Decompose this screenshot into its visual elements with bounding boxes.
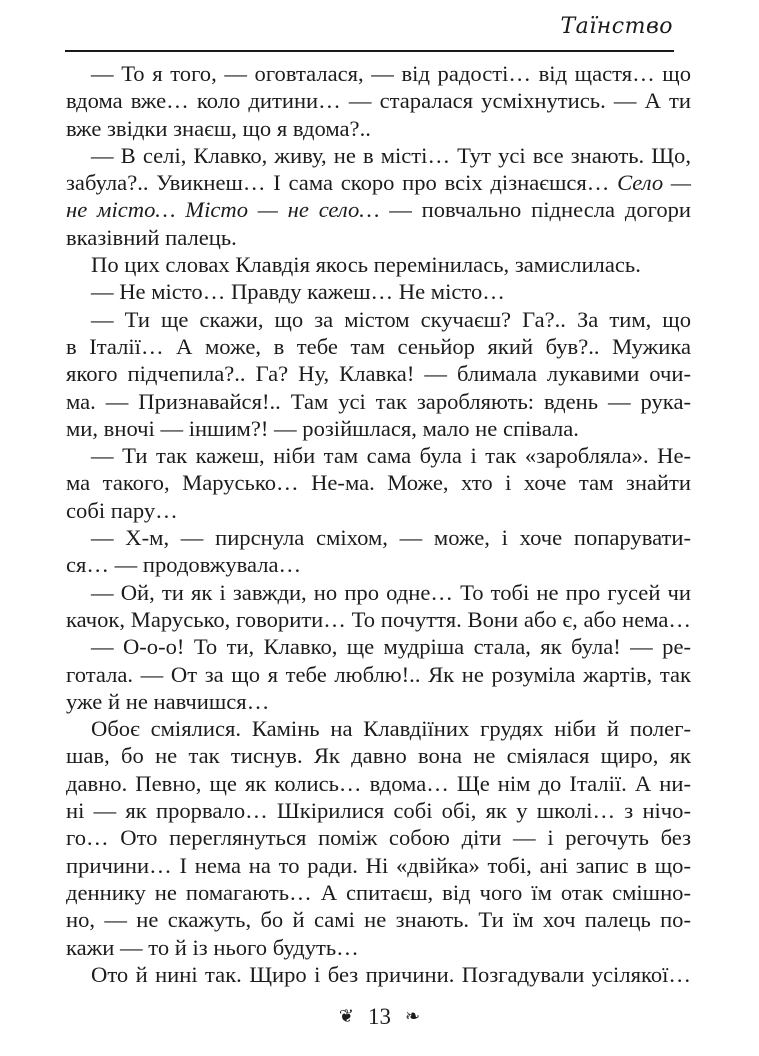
text-line	[66, 196, 691, 223]
text-line: причини… І нема на то ради. Ні «двійка» тобі, ані запис в що-	[66, 852, 691, 878]
header-rule	[65, 50, 674, 52]
text-line: вказівний палець.	[66, 224, 237, 250]
text-line: — Не місто… Правду кажеш… Не місто…	[91, 279, 505, 305]
text-line: в Італії… А може, в тебе там сеньйор який був?.. Мужика	[66, 333, 691, 359]
running-head-title: Таїнство	[560, 14, 673, 39]
text-line: — О-о-о! То ти, Клавко, ще мудріша стала, як була! — ре-	[91, 634, 691, 660]
text-line: якого підчепила?.. Га? Ну, Клавка! — блимала лукавими очи-	[66, 361, 691, 387]
text-span: — повчально піднесла догори	[379, 197, 692, 223]
text-line: ма. — Признавайся!.. Там усі так заробляють: вдень — рука-	[66, 388, 691, 414]
ornament-right-icon: ❧	[405, 1006, 421, 1026]
text-line: шав, бо не так тиснув. Як давно вона не сміялася щиро, як	[66, 743, 691, 769]
text-line: но, — не скажуть, бо й самі не знають. Ти їм хоч палець по-	[66, 907, 691, 933]
text-line: собі пару…	[66, 497, 178, 523]
text-line: ма такого, Марусько… Не-ма. Може, хто і хоче там знайти	[66, 470, 691, 496]
text-line: — Ой, ти як і завжди, но про одне… То тобі не про гусей чи	[91, 579, 691, 605]
text-line: По цих словах Клавдія якось перемінилась, замислилась.	[91, 252, 641, 278]
text-line: ся… — продовжувала…	[66, 552, 302, 578]
text-line: — Ти ще скажи, що за містом скучаєш? Га?.. За тим, що	[91, 306, 691, 332]
text-span: забула?.. Увикнеш… І сама скоро про всіх дізнаєшся…	[66, 170, 618, 196]
italic-text: не місто… Місто — не село…	[66, 197, 380, 223]
text-line: качок, Марусько, говорити… То почуття. Вони або є, або нема…	[66, 606, 691, 632]
text-line: ні — як прорвало… Шкірилися собі обі, як у школі… з нічо-	[66, 798, 691, 824]
text-line: готала. — От за що я тебе люблю!.. Як не розуміла жартів, так	[66, 661, 691, 687]
text-line: — Ти так кажеш, ніби там сама була і так «заробляла». Не-	[91, 443, 691, 469]
text-line: Обоє сміялися. Камінь на Клавдіїних грудях ніби й полег-	[91, 716, 691, 742]
text-line: ми, вночі — іншим?! — розійшлася, мало не співала.	[66, 415, 579, 441]
text-line	[66, 169, 691, 196]
ornament-left-icon: ❦	[338, 1006, 354, 1026]
text-line: Ото й нині так. Щиро і без причини. Позгадували усілякої…	[91, 961, 691, 987]
text-line: — В селі, Клавко, живу, не в місті… Тут усі все знають. Що,	[91, 142, 691, 168]
text-line: го… Ото переглянуться поміж собою діти — і регочуть без	[66, 825, 691, 851]
text-line: деннику не помагають… А спитаєш, від чого їм отак смішно-	[66, 879, 691, 905]
italic-text: Село —	[617, 170, 691, 196]
page-number: 13	[368, 1004, 391, 1029]
text-line: кажи — то й із нього будуть…	[66, 934, 359, 960]
text-line: вдома вже… коло дитини… — старалася усміхнутись. — А ти	[66, 88, 691, 114]
text-line: давно. Певно, ще як колись… вдома… Ще нім до Італії. А ни-	[66, 770, 691, 796]
text-line: — Х-м, — пирснула сміхом, — може, і хоче попарувати-	[91, 525, 691, 551]
text-line: уже й не навчишся…	[66, 688, 270, 714]
text-line: — То я того, — оговталася, — від радості… від щастя… що	[91, 61, 691, 86]
page-footer	[0, 1004, 759, 1030]
text-line: вже звідки знаєш, що я вдома?..	[66, 115, 371, 141]
body-text	[66, 60, 691, 988]
